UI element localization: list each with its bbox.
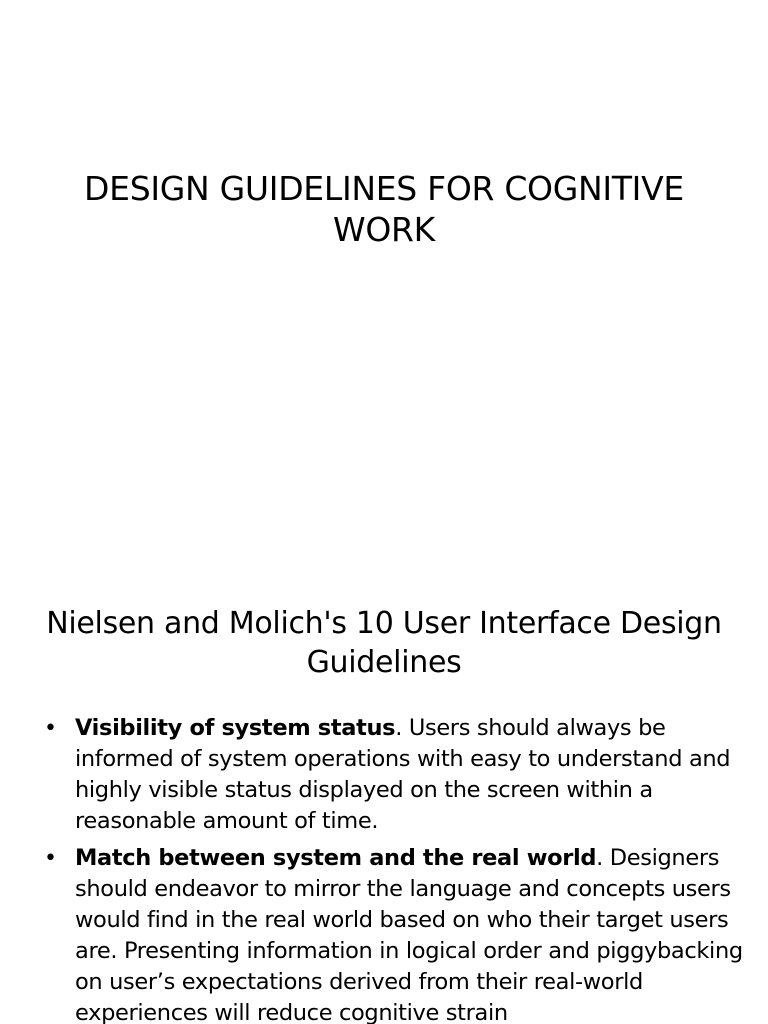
guideline-term: Match between system and the real world [75,845,597,871]
guidelines-heading: Nielsen and Molich's 10 User Interface Design Guidelines [46,606,722,680]
slide-guidelines [0,576,768,1024]
guideline-text: . Users should always be informed of system operations with easy to understand and highly visible status displayed on the screen within a reasonable amount of time. [75,715,731,834]
bullet-icon: • [44,716,57,741]
list-item [44,843,744,1024]
slide-title-heading: DESIGN GUIDELINES FOR COGNITIVE WORK [84,169,684,249]
guideline-text: . Designers should endeavor to mirror the language and concepts users would find in the real world based on who their target users are. Presenting information in logical order and piggybacking on user’s expectations derived from their real-world experiences will reduce cognitive strain [75,845,743,1024]
guideline-term: Visibility of system status [75,715,396,741]
guidelines-list [44,713,744,1024]
bullet-icon: • [44,846,57,871]
list-item [44,713,744,837]
